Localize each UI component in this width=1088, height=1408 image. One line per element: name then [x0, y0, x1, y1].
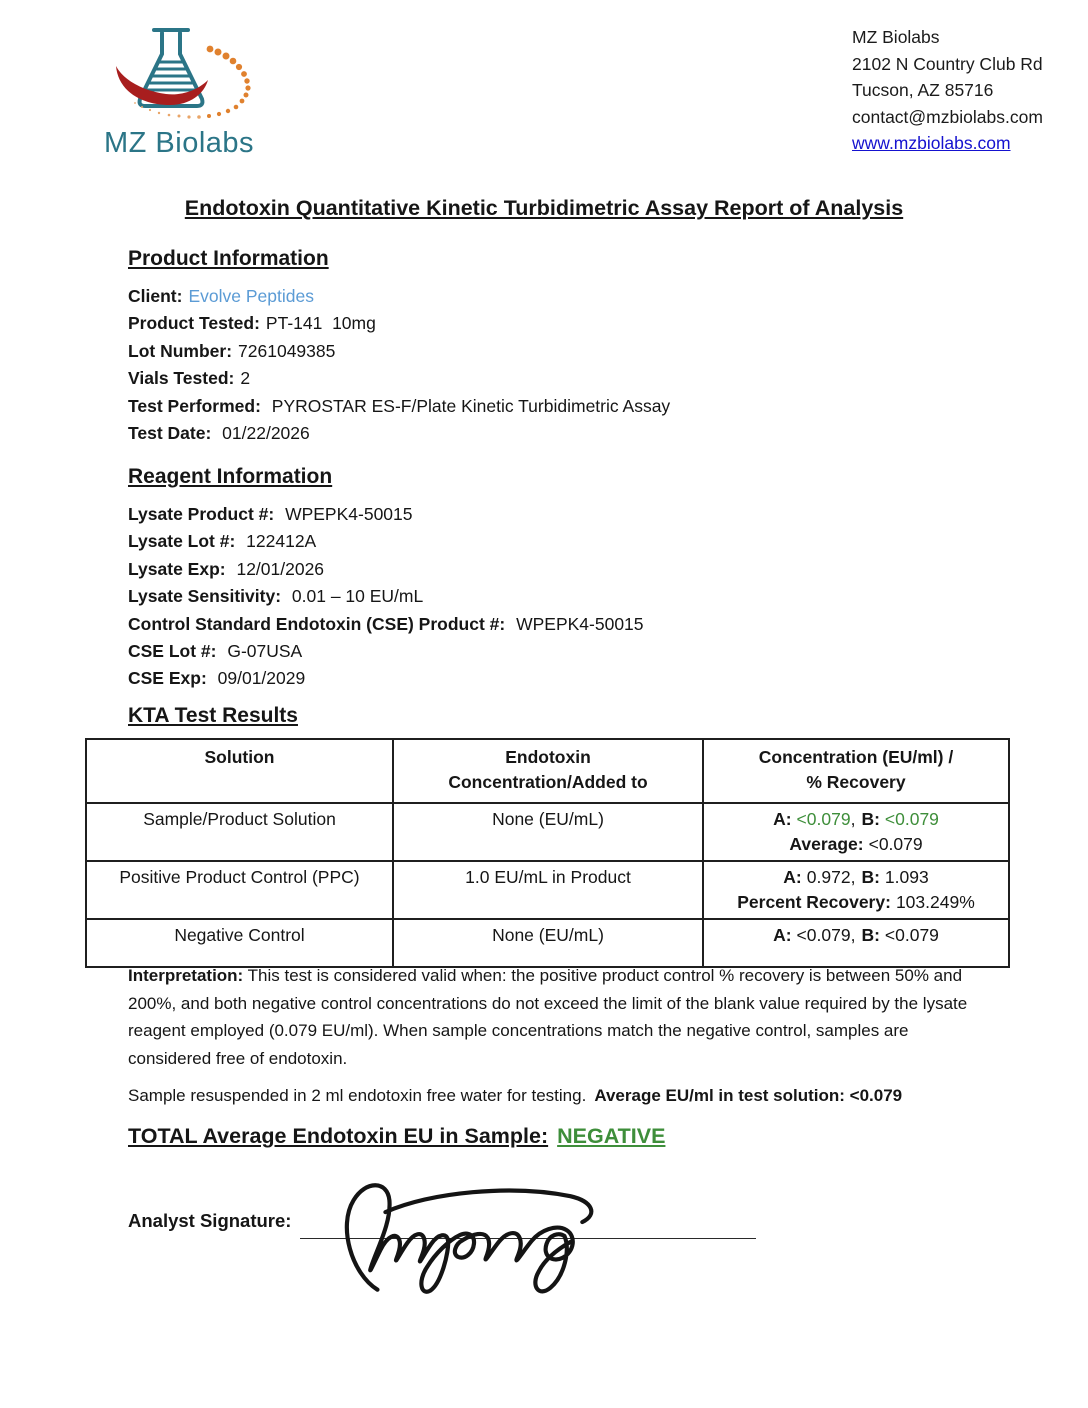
cell-solution: Positive Product Control (PPC)	[86, 861, 393, 919]
field-value: 12/01/2026	[231, 558, 325, 579]
field-value: PT-141 10mg	[265, 313, 376, 334]
cell-solution: Sample/Product Solution	[86, 803, 393, 861]
field-value: PYROSTAR ES-F/Plate Kinetic Turbidimetric Assay	[266, 395, 671, 416]
field-lysate-lot	[128, 528, 644, 555]
website-link[interactable]: www.mzbiolabs.com	[852, 133, 1011, 153]
cell-endotoxin: 1.0 EU/mL in Product	[393, 861, 703, 919]
field-label: Client:	[128, 286, 183, 306]
product-information-section	[128, 247, 670, 447]
concentration-line1: A: 0.972, B: 1.093	[783, 867, 929, 887]
results-table	[85, 738, 1010, 968]
field-label: Lysate Exp:	[128, 558, 226, 579]
field-value: 122412A	[241, 531, 317, 552]
field-value: 01/22/2026	[217, 423, 310, 444]
concentration-line1: A: <0.079, B: <0.079	[773, 925, 939, 945]
field-label: CSE Exp:	[128, 668, 207, 689]
field-client	[128, 283, 670, 310]
field-value: WPEPK4-50015	[280, 504, 413, 524]
report-title: Endotoxin Quantitative Kinetic Turbidimetric Assay Report of Analysis	[184, 196, 904, 220]
reagent-information-heading: Reagent Information	[128, 465, 333, 488]
field-lot-number	[128, 338, 670, 365]
concentration-line2: Average: <0.079	[789, 834, 923, 854]
product-information-heading: Product Information	[128, 247, 329, 270]
field-vials-tested	[128, 365, 670, 392]
cell-endotoxin: None (EU/mL)	[393, 803, 703, 861]
field-test-performed	[128, 393, 670, 420]
field-value: 2	[240, 368, 251, 389]
table-row-ppc	[86, 861, 1009, 919]
interpretation-paragraph	[128, 962, 990, 1072]
logo-dotted-orbit	[207, 46, 251, 118]
table-header-concentration	[703, 739, 1009, 803]
field-lysate-product	[128, 501, 644, 528]
logo-brand-text: MZ Biolabs	[104, 127, 255, 159]
field-lysate-exp	[128, 556, 644, 583]
cell-endotoxin: None (EU/mL)	[393, 919, 703, 967]
kta-results-heading: KTA Test Results	[128, 704, 298, 727]
field-value: Evolve Peptides	[188, 286, 314, 306]
field-label: Lot Number:	[128, 340, 233, 361]
cell-concentration	[703, 919, 1009, 967]
field-value: 0.01 – 10 EU/mL	[287, 586, 424, 607]
header-line: Concentration/Added to	[448, 772, 648, 792]
letterhead-line: MZ Biolabs	[852, 27, 940, 47]
sample-note-text: Sample resuspended in 2 ml endotoxin free water for testing.	[128, 1086, 587, 1105]
company-logo	[102, 20, 282, 160]
header-line: Concentration (EU/ml) /	[758, 747, 954, 767]
interpretation-label: Interpretation:	[128, 966, 244, 985]
field-value: G-07USA	[222, 641, 303, 662]
table-header-solution: Solution	[86, 739, 393, 803]
flask-logo-icon	[102, 20, 254, 120]
field-label: Test Date:	[128, 423, 212, 444]
header-line: Endotoxin	[505, 747, 591, 767]
analyst-signature-label: Analyst Signature:	[128, 1210, 292, 1231]
field-label: CSE Lot #:	[128, 641, 217, 662]
field-cse-product	[128, 611, 644, 638]
letterhead-line: Tucson, AZ 85716	[852, 80, 994, 100]
handwritten-signature	[282, 1170, 640, 1296]
field-value: 09/01/2029	[212, 668, 306, 689]
header-line: % Recovery	[806, 772, 906, 792]
total-result-label: TOTAL Average Endotoxin EU in Sample:	[128, 1124, 549, 1148]
sample-note	[128, 1086, 1048, 1106]
field-label: Lysate Lot #:	[128, 531, 236, 552]
table-row-sample	[86, 803, 1009, 861]
field-lysate-sensitivity	[128, 583, 644, 610]
reagent-information-section	[128, 465, 644, 693]
letterhead-line: contact@mzbiolabs.com	[852, 106, 1043, 127]
field-label: Vials Tested:	[128, 368, 235, 389]
field-value: WPEPK4-50015	[511, 613, 644, 634]
field-label: Lysate Sensitivity:	[128, 586, 282, 607]
field-label: Control Standard Endotoxin (CSE) Product #:	[128, 613, 506, 634]
table-row-negative-control	[86, 919, 1009, 967]
field-product-tested	[128, 310, 670, 337]
cell-solution: Negative Control	[86, 919, 393, 967]
letterhead-address	[852, 24, 1043, 157]
cell-concentration	[703, 861, 1009, 919]
field-label: Product Tested:	[128, 313, 260, 334]
sample-note-average: Average EU/ml in test solution: <0.079	[594, 1086, 903, 1105]
field-label: Lysate Product #:	[128, 504, 275, 524]
field-label: Test Performed:	[128, 395, 261, 416]
field-cse-lot	[128, 638, 644, 665]
field-value: 7261049385	[238, 340, 336, 361]
interpretation-text: This test is considered valid when: the positive product control % recovery is between 50% and 200%, and both negative control concentrations do not exceed the limit of the blank value required by the lysate reagent employed (0.079 EU/ml). When sample concentrations match the negative control, samples are considered free of endotoxin.	[128, 966, 968, 1068]
cell-concentration	[703, 803, 1009, 861]
concentration-line2: Percent Recovery: 103.249%	[737, 892, 975, 912]
total-result-value: NEGATIVE	[557, 1124, 666, 1148]
concentration-line1: A: <0.079, B: <0.079	[773, 809, 939, 829]
table-header-row	[86, 739, 1009, 803]
field-cse-exp	[128, 665, 644, 692]
table-header-endotoxin	[393, 739, 703, 803]
total-result-line	[128, 1124, 665, 1149]
letterhead-line: 2102 N Country Club Rd	[852, 53, 1043, 74]
field-test-date	[128, 420, 670, 447]
